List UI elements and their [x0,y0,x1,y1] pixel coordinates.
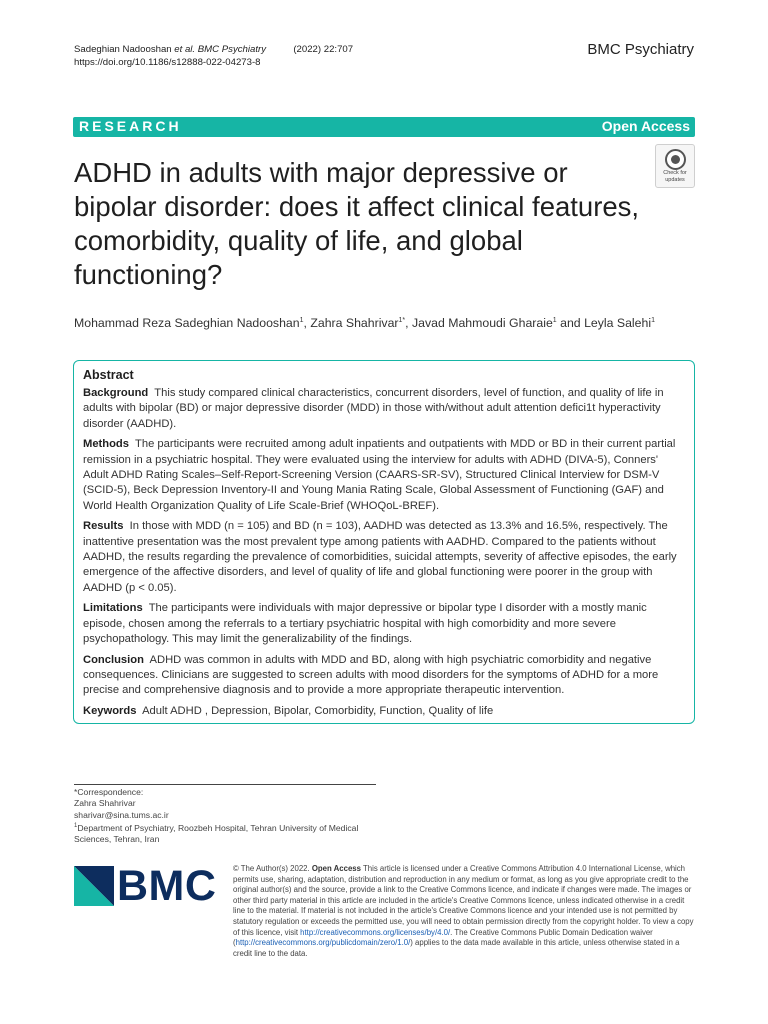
author-affil: 1* [398,316,406,324]
abstract-heading: Abstract [83,368,134,382]
header-doi-link[interactable]: https://doi.org/10.1186/s12888-022-04273-8 [74,57,261,68]
correspondence-block [74,787,374,846]
author-affil: 1 [552,316,557,324]
license-statement: © The Author(s) 2022. Open Access This article is licensed under a Creative Commons Attribution 4.0 International License, which permits use, sharing, adaptation, distribution and reproduction in any medium or format, as long as you give appropriate credit to the original author(s) and the source, provide a link to the Creative Commons licence, and indicate if changes were made. The images or other third party material in this article are included in the article's Creative Commons licence, unless indicated otherwise in a credit line to the material. If material is not included in the article's Creative Commons licence and your intended use is not permitted by statutory regulation or exceeds the permitted use, you will need to obtain permission directly from the copyright holder. To view a copy of this licence, visit http://creativecommons.org/licenses/by/4.0/. The Creative Commons Public Domain Dedication waiver (http://creativecommons.org/publicdomain/zero/1.0/) applies to the data made available in this article, unless otherwise stated in a credit line to the data. [233,864,694,958]
open-access-label: Open Access [601,118,690,134]
footnote-divider [74,784,376,785]
correspondence-label: *Correspondence: [74,787,144,797]
header-journal: et al. BMC Psychiatry [174,44,266,55]
check-updates-icon [665,149,686,170]
abstract-background: Background This study compared clinical characteristics, concurrent disorders, level of function, and quality of life in adults with bipolar (BD) or major depressive disorder (MDD) in those with/without adult attention defici1t hyperactivity disorder (AADHD). [83,387,664,430]
correspondence-email[interactable]: sharivar@sina.tums.ac.ir [74,809,169,820]
author-name: Javad Mahmoudi Gharaie [411,316,553,330]
abstract-box [73,360,695,724]
license-link-cc-by[interactable]: http://creativecommons.org/licenses/by/4.0/ [300,927,451,937]
header-authors: Sadeghian Nadooshan [74,44,172,55]
license-link-cc-zero[interactable]: http://creativecommons.org/publicdomain/zero/1.0/ [235,938,411,948]
abstract-keywords: Keywords Adult ADHD , Depression, Bipolar, Comorbidity, Function, Quality of life [83,704,494,717]
correspondence-name: Zahra Shahrivar [74,798,136,809]
abstract-methods: Methods The participants were recruited among adult inpatients and outpatients with MDD or BD in their current partial remission in a psychiatric hospital. They were evaluated using the interview for adults with ADHD (DIVA-5), Conners' Adult ADHD Rating Scales–Self-Report-Screening Version (CAARS-SR-SV), Structured Clinical Interview for DSM-V (SCID-5), Beck Depression Inventory-II and Young Mania Rating Scale, Global Assessment of Functioning (GAF) and World Health Organization Quality of Life Scale-Brief (WHOQoL-BREF). [83,438,676,512]
bmc-logo-text: BMC [117,862,217,910]
abstract-limitations: Limitations The participants were individuals with major depressive or bipolar type I disorder with a mostly manic episode, chosen among the referrals to a tertiary psychiatric hospital with high comorbidity and more severe psychopathology. This may limit the generalizability of the findings. [83,602,647,646]
bmc-logo-mark-icon [74,866,114,906]
article-title: ADHD in adults with major depressive or bipolar disorder: does it affect clinical features, comorbidity, quality of life, and global functioning? [74,157,640,290]
running-header [74,43,353,69]
check-updates-text: Check for updates [663,170,687,183]
abstract-results: Results In those with MDD (n = 105) and BD (n = 103), AADHD was detected as 13.3% and 16.5%, respectively. The inattentive presentation was the most prevalent type among patients with AADHD. Compared to the patients without AADHD, the results regarding the prevalence of comorbidities, suicidal attempts, severity of affective episodes, the early emergence of the affective disorders, and level of quality of life and global functioning were poorer in the group with AADHD (p < 0.05). [83,520,677,594]
author-name: Mohammad Reza Sadeghian Nadooshan [74,316,300,330]
author-name: Zahra Shahrivar [310,316,399,330]
license-open-access: Open Access [311,864,361,873]
article-type-label: RESEARCH [79,118,182,134]
author-affil: 1 [651,316,655,324]
affiliation: $^1$Department of Psychiatry, Roozbeh Hospital, Tehran University of Medical Sciences, Tehran, Iran [74,823,359,845]
journal-name: BMC Psychiatry [587,41,694,58]
bmc-logo [74,862,219,910]
citation-line [74,43,353,56]
header-year-volume: (2022) 22:707 [293,44,354,55]
abstract-conclusion: Conclusion ADHD was common in adults with MDD and BD, along with high psychiatric comorbidity and negative consequences. Clinicians are suggested to screen adults with mood disorders for the symptoms of ADHD for a more precise and comprehensive diagnosis and to provide a more appropriate therapeutic intervention. [83,653,659,697]
author-list: Mohammad Reza Sadeghian Nadooshan$^1$, Zahra Shahrivar$^{1*}$, Javad Mahmoudi Gharaie$^1$ and Leyla Salehi$^1$ [74,316,655,330]
author-affil: 1 [299,316,304,324]
article-type-band [73,117,695,137]
check-for-updates-badge[interactable] [655,144,695,188]
author-name: Leyla Salehi [584,316,652,330]
